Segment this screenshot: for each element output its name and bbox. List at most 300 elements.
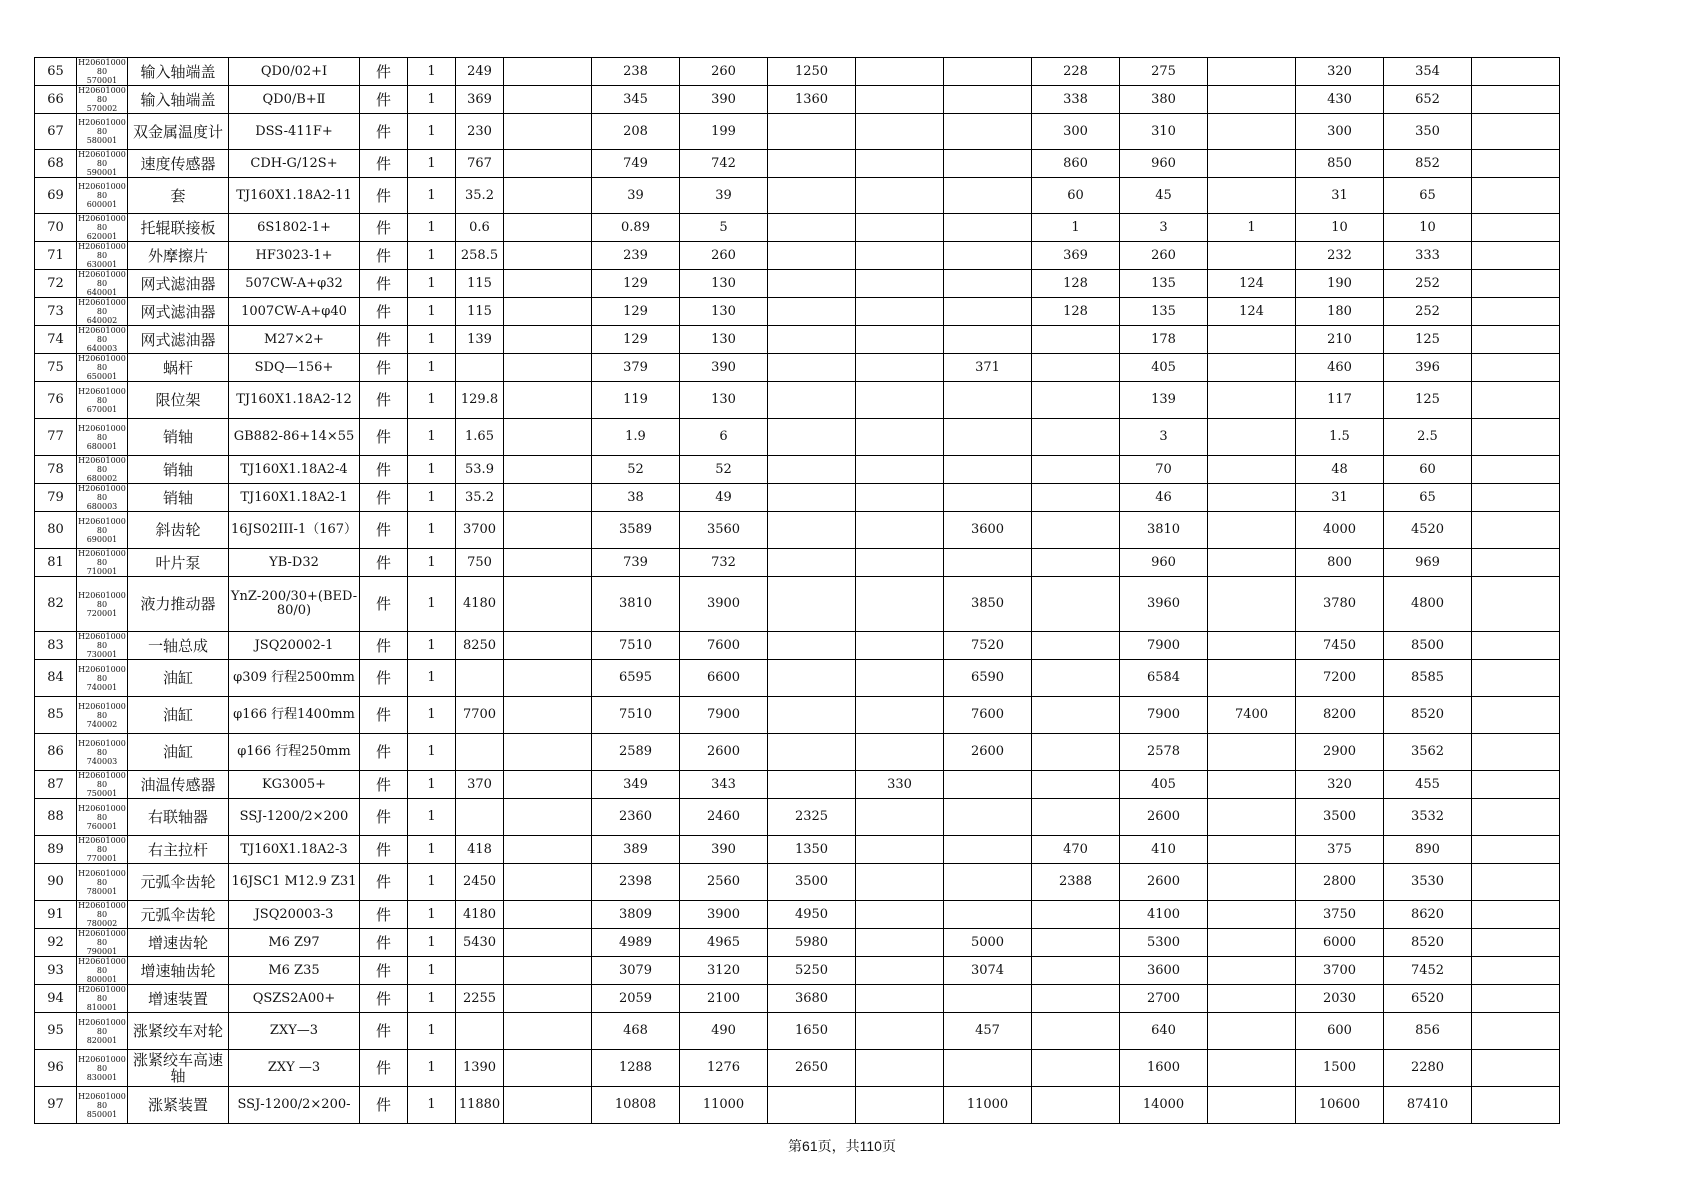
- price-cell: 4000: [1296, 512, 1384, 549]
- price-cell: [944, 1050, 1032, 1087]
- price-cell: [1208, 419, 1296, 456]
- price-cell: [1208, 985, 1296, 1013]
- table-row: [35, 632, 1648, 660]
- spec-cell: 507CW-A+φ32: [229, 270, 360, 298]
- part-name-cell: 网式滤油器: [128, 326, 229, 354]
- price-cell: [856, 864, 944, 901]
- price-cell: 260: [680, 242, 768, 270]
- unit-cell: 件: [360, 660, 408, 697]
- price-cell: [856, 985, 944, 1013]
- price-table: [34, 57, 1648, 1124]
- price-cell: [504, 382, 592, 419]
- part-name-cell: 销轴: [128, 456, 229, 484]
- price-cell: [768, 549, 856, 577]
- material-code-cell: [77, 512, 128, 549]
- material-code-part: H2060100080: [78, 771, 126, 789]
- price-cell: [856, 799, 944, 836]
- material-code-cell: [77, 985, 128, 1013]
- price-cell: 3500: [1296, 799, 1384, 836]
- price-cell: [944, 178, 1032, 214]
- price-cell: 1500: [1296, 1050, 1384, 1087]
- price-cell: [1032, 799, 1120, 836]
- part-name-cell: 增速装置: [128, 985, 229, 1013]
- price-cell: [504, 58, 592, 86]
- unit-cell: 件: [360, 1050, 408, 1087]
- price-cell: 2450: [456, 864, 504, 901]
- price-cell: [1472, 836, 1560, 864]
- price-cell: 119: [592, 382, 680, 419]
- material-code-cell: [77, 484, 128, 512]
- price-cell: 2360: [592, 799, 680, 836]
- material-code-cell: [77, 864, 128, 901]
- price-cell: [856, 242, 944, 270]
- price-cell: [504, 419, 592, 456]
- unit-cell: 件: [360, 419, 408, 456]
- material-code-part: 680002: [86, 474, 118, 483]
- price-cell: 6595: [592, 660, 680, 697]
- price-cell: [768, 242, 856, 270]
- price-cell: 48: [1296, 456, 1384, 484]
- material-code-part: 740001: [86, 682, 118, 692]
- price-cell: [856, 549, 944, 577]
- price-cell: [1032, 577, 1120, 632]
- price-cell: 178: [1120, 326, 1208, 354]
- price-cell: [768, 1087, 856, 1124]
- material-code-part: 630001: [86, 260, 118, 269]
- current-page-number: 61: [802, 1138, 818, 1154]
- price-cell: 333: [1384, 242, 1472, 270]
- price-cell: 800: [1296, 549, 1384, 577]
- price-cell: 3530: [1384, 864, 1472, 901]
- table-row: [35, 799, 1648, 836]
- material-code-part: 780001: [86, 886, 118, 896]
- price-cell: [1472, 298, 1560, 326]
- price-cell: [856, 957, 944, 985]
- price-cell: 3900: [680, 901, 768, 929]
- price-cell: [944, 771, 1032, 799]
- price-cell: 3589: [592, 512, 680, 549]
- material-code-part: H2060100080: [78, 985, 126, 1003]
- unit-cell: 件: [360, 697, 408, 734]
- price-cell: [768, 632, 856, 660]
- price-cell: 856: [1384, 1013, 1472, 1050]
- price-cell: 125: [1384, 326, 1472, 354]
- unit-cell: 件: [360, 214, 408, 242]
- table-row: [35, 836, 1648, 864]
- price-cell: [856, 697, 944, 734]
- table-row: [35, 660, 1648, 697]
- material-code-part: H2060100080: [78, 590, 126, 609]
- price-cell: 7700: [456, 697, 504, 734]
- row-number-cell: 84: [35, 660, 77, 697]
- price-cell: 130: [680, 270, 768, 298]
- material-code-part: H2060100080: [78, 456, 126, 474]
- unit-cell: 件: [360, 929, 408, 957]
- price-cell: 10: [1384, 214, 1472, 242]
- quantity-cell: 1: [408, 58, 456, 86]
- price-cell: [944, 419, 1032, 456]
- price-cell: [1032, 771, 1120, 799]
- price-cell: [504, 354, 592, 382]
- price-cell: [1472, 660, 1560, 697]
- price-cell: 852: [1384, 150, 1472, 178]
- price-cell: 252: [1384, 298, 1472, 326]
- price-cell: [1472, 114, 1560, 150]
- price-cell: 371: [944, 354, 1032, 382]
- quantity-cell: 1: [408, 734, 456, 771]
- unit-cell: 件: [360, 178, 408, 214]
- part-name-cell: 销轴: [128, 419, 229, 456]
- quantity-cell: 1: [408, 178, 456, 214]
- price-cell: [1472, 697, 1560, 734]
- spec-cell: JSQ20003-3: [229, 901, 360, 929]
- price-cell: 1650: [768, 1013, 856, 1050]
- price-cell: [1472, 382, 1560, 419]
- price-cell: 390: [680, 836, 768, 864]
- price-cell: [856, 214, 944, 242]
- quantity-cell: 1: [408, 150, 456, 178]
- price-cell: 2460: [680, 799, 768, 836]
- part-name-cell: 输入轴端盖: [128, 86, 229, 114]
- price-cell: [504, 957, 592, 985]
- price-cell: 70: [1120, 456, 1208, 484]
- price-cell: 53.9: [456, 456, 504, 484]
- material-code-part: H2060100080: [78, 150, 126, 168]
- price-cell: [1208, 178, 1296, 214]
- row-number-cell: 72: [35, 270, 77, 298]
- price-cell: 6: [680, 419, 768, 456]
- price-cell: [1208, 1013, 1296, 1050]
- material-code-part: 580001: [86, 136, 118, 145]
- quantity-cell: 1: [408, 326, 456, 354]
- price-cell: [1472, 734, 1560, 771]
- price-cell: [456, 660, 504, 697]
- unit-cell: 件: [360, 799, 408, 836]
- price-cell: [856, 58, 944, 86]
- price-cell: [944, 901, 1032, 929]
- price-cell: [944, 242, 1032, 270]
- part-name-cell: 元弧伞齿轮: [128, 901, 229, 929]
- price-cell: 8200: [1296, 697, 1384, 734]
- price-cell: 128: [1032, 298, 1120, 326]
- price-cell: 3809: [592, 901, 680, 929]
- price-cell: 7450: [1296, 632, 1384, 660]
- price-cell: [856, 1087, 944, 1124]
- part-name-cell: 网式滤油器: [128, 270, 229, 298]
- price-cell: [944, 864, 1032, 901]
- price-cell: 470: [1032, 836, 1120, 864]
- price-cell: 6584: [1120, 660, 1208, 697]
- table-row: [35, 114, 1648, 150]
- price-cell: 8500: [1384, 632, 1472, 660]
- material-code-part: H2060100080: [78, 58, 126, 76]
- price-cell: [856, 419, 944, 456]
- material-code-part: H2060100080: [78, 1091, 126, 1110]
- quantity-cell: 1: [408, 957, 456, 985]
- price-cell: 31: [1296, 178, 1384, 214]
- price-cell: [768, 114, 856, 150]
- price-cell: 430: [1296, 86, 1384, 114]
- price-cell: [504, 577, 592, 632]
- material-code-part: H2060100080: [78, 326, 126, 344]
- unit-cell: 件: [360, 242, 408, 270]
- spec-cell: 16JS02III-1（167）: [229, 512, 360, 549]
- table-row: [35, 354, 1648, 382]
- quantity-cell: 1: [408, 86, 456, 114]
- price-cell: 7510: [592, 632, 680, 660]
- price-cell: 65: [1384, 178, 1472, 214]
- price-cell: 410: [1120, 836, 1208, 864]
- table-body: [35, 58, 1648, 1124]
- price-cell: 65: [1384, 484, 1472, 512]
- material-code-cell: [77, 957, 128, 985]
- price-cell: 749: [592, 150, 680, 178]
- table-row: [35, 298, 1648, 326]
- material-code-part: 710001: [86, 567, 118, 576]
- price-cell: [504, 114, 592, 150]
- material-code-part: 780002: [86, 919, 118, 928]
- part-name-cell: 外摩擦片: [128, 242, 229, 270]
- price-cell: 4100: [1120, 901, 1208, 929]
- price-cell: 3600: [1120, 957, 1208, 985]
- unit-cell: 件: [360, 58, 408, 86]
- price-cell: 8520: [1384, 697, 1472, 734]
- price-cell: 3500: [768, 864, 856, 901]
- part-name-cell: 叶片泵: [128, 549, 229, 577]
- price-cell: 60: [1032, 178, 1120, 214]
- part-name-cell: 双金属温度计: [128, 114, 229, 150]
- price-cell: 39: [592, 178, 680, 214]
- price-cell: 5: [680, 214, 768, 242]
- price-cell: 35.2: [456, 178, 504, 214]
- price-cell: 652: [1384, 86, 1472, 114]
- price-cell: 1.9: [592, 419, 680, 456]
- material-code-cell: [77, 58, 128, 86]
- price-cell: 3750: [1296, 901, 1384, 929]
- price-cell: [1032, 1050, 1120, 1087]
- material-code-cell: [77, 86, 128, 114]
- material-code-cell: [77, 456, 128, 484]
- spec-cell: M6 Z97: [229, 929, 360, 957]
- price-cell: 180: [1296, 298, 1384, 326]
- material-code-part: H2060100080: [78, 929, 126, 947]
- spec-cell: YnZ-200/30+(BED-80/0): [229, 577, 360, 632]
- material-code-part: 600001: [86, 200, 118, 209]
- price-cell: 6590: [944, 660, 1032, 697]
- price-cell: [856, 484, 944, 512]
- table-row: [35, 456, 1648, 484]
- spec-cell: CDH-G/12S+: [229, 150, 360, 178]
- price-cell: [1208, 484, 1296, 512]
- page-footer: [0, 1136, 1684, 1156]
- price-cell: [1032, 929, 1120, 957]
- price-cell: [856, 270, 944, 298]
- unit-cell: 件: [360, 577, 408, 632]
- quantity-cell: 1: [408, 985, 456, 1013]
- part-name-cell: 油缸: [128, 734, 229, 771]
- price-cell: 960: [1120, 150, 1208, 178]
- table-row: [35, 929, 1648, 957]
- price-cell: [1032, 484, 1120, 512]
- price-cell: 8620: [1384, 901, 1472, 929]
- material-code-part: 760001: [86, 821, 118, 831]
- price-cell: [1472, 1087, 1560, 1124]
- material-code-part: 820001: [86, 1035, 118, 1045]
- quantity-cell: 1: [408, 836, 456, 864]
- price-cell: 3680: [768, 985, 856, 1013]
- price-cell: 3780: [1296, 577, 1384, 632]
- price-cell: 7200: [1296, 660, 1384, 697]
- spec-cell: M27×2+: [229, 326, 360, 354]
- price-cell: [1208, 632, 1296, 660]
- price-cell: [1208, 86, 1296, 114]
- table-row: [35, 214, 1648, 242]
- material-code-part: H2060100080: [78, 484, 126, 502]
- price-cell: 390: [680, 86, 768, 114]
- price-cell: 199: [680, 114, 768, 150]
- quantity-cell: 1: [408, 382, 456, 419]
- quantity-cell: 1: [408, 1087, 456, 1124]
- price-cell: 2398: [592, 864, 680, 901]
- price-cell: [1208, 577, 1296, 632]
- price-cell: [1208, 326, 1296, 354]
- price-cell: 2325: [768, 799, 856, 836]
- row-number-cell: 65: [35, 58, 77, 86]
- spec-cell: ZXY—3: [229, 1013, 360, 1050]
- spec-cell: QD0/B+Ⅱ: [229, 86, 360, 114]
- price-cell: [504, 985, 592, 1013]
- price-cell: 135: [1120, 298, 1208, 326]
- material-code-part: H2060100080: [78, 214, 126, 232]
- unit-cell: 件: [360, 836, 408, 864]
- row-number-cell: 94: [35, 985, 77, 1013]
- material-code-cell: [77, 1013, 128, 1050]
- spec-cell: QD0/02+Ⅰ: [229, 58, 360, 86]
- price-cell: 350: [1384, 114, 1472, 150]
- quantity-cell: 1: [408, 864, 456, 901]
- price-cell: [504, 929, 592, 957]
- price-cell: 60: [1384, 456, 1472, 484]
- row-number-cell: 69: [35, 178, 77, 214]
- price-cell: [856, 298, 944, 326]
- table-row: [35, 484, 1648, 512]
- price-cell: 320: [1296, 771, 1384, 799]
- part-name-cell: 涨紧绞车高速轴: [128, 1050, 229, 1087]
- price-cell: [504, 549, 592, 577]
- table-row: [35, 86, 1648, 114]
- row-number-cell: 86: [35, 734, 77, 771]
- unit-cell: 件: [360, 150, 408, 178]
- quantity-cell: 1: [408, 419, 456, 456]
- price-cell: 210: [1296, 326, 1384, 354]
- spec-cell: HF3023-1+: [229, 242, 360, 270]
- price-cell: 3: [1120, 214, 1208, 242]
- footer-suffix: 页: [881, 1139, 896, 1155]
- material-code-part: H2060100080: [78, 1017, 126, 1036]
- unit-cell: 件: [360, 270, 408, 298]
- price-cell: [856, 660, 944, 697]
- material-code-part: 650001: [86, 372, 118, 381]
- price-cell: [1472, 799, 1560, 836]
- price-cell: 275: [1120, 58, 1208, 86]
- price-cell: 2650: [768, 1050, 856, 1087]
- price-cell: 2800: [1296, 864, 1384, 901]
- price-cell: 640: [1120, 1013, 1208, 1050]
- price-cell: [1472, 864, 1560, 901]
- material-code-part: H2060100080: [78, 836, 126, 854]
- price-cell: [944, 58, 1032, 86]
- material-code-cell: [77, 214, 128, 242]
- price-cell: [1472, 577, 1560, 632]
- price-cell: [768, 419, 856, 456]
- unit-cell: 件: [360, 901, 408, 929]
- price-cell: [1472, 456, 1560, 484]
- price-cell: [944, 549, 1032, 577]
- price-cell: [456, 354, 504, 382]
- price-cell: 1600: [1120, 1050, 1208, 1087]
- price-cell: [856, 512, 944, 549]
- quantity-cell: 1: [408, 577, 456, 632]
- part-name-cell: 右主拉杆: [128, 836, 229, 864]
- quantity-cell: 1: [408, 298, 456, 326]
- price-cell: 2578: [1120, 734, 1208, 771]
- price-cell: 343: [680, 771, 768, 799]
- part-name-cell: 液力推动器: [128, 577, 229, 632]
- price-cell: [1208, 456, 1296, 484]
- quantity-cell: 1: [408, 901, 456, 929]
- price-cell: 52: [592, 456, 680, 484]
- price-cell: 117: [1296, 382, 1384, 419]
- price-cell: 258.5: [456, 242, 504, 270]
- spec-cell: KG3005+: [229, 771, 360, 799]
- part-name-cell: 增速轴齿轮: [128, 957, 229, 985]
- material-code-part: H2060100080: [78, 803, 126, 822]
- material-code-part: 690001: [86, 534, 118, 544]
- price-cell: 3079: [592, 957, 680, 985]
- price-cell: [504, 901, 592, 929]
- price-cell: 1350: [768, 836, 856, 864]
- price-cell: 4950: [768, 901, 856, 929]
- material-code-cell: [77, 382, 128, 419]
- price-cell: 130: [680, 326, 768, 354]
- price-cell: 2900: [1296, 734, 1384, 771]
- price-cell: [944, 114, 1032, 150]
- material-code-part: H2060100080: [78, 354, 126, 372]
- unit-cell: 件: [360, 354, 408, 382]
- price-cell: 7900: [680, 697, 768, 734]
- price-cell: [1208, 58, 1296, 86]
- price-cell: 3560: [680, 512, 768, 549]
- part-name-cell: 涨紧装置: [128, 1087, 229, 1124]
- price-cell: [1472, 214, 1560, 242]
- price-cell: [1208, 114, 1296, 150]
- price-cell: 370: [456, 771, 504, 799]
- material-code-part: H2060100080: [78, 298, 126, 316]
- price-cell: 380: [1120, 86, 1208, 114]
- price-cell: 5250: [768, 957, 856, 985]
- price-cell: [1208, 1050, 1296, 1087]
- material-code-cell: [77, 298, 128, 326]
- row-number-cell: 87: [35, 771, 77, 799]
- part-name-cell: 油缸: [128, 660, 229, 697]
- price-cell: [1208, 957, 1296, 985]
- price-cell: [944, 382, 1032, 419]
- material-code-cell: [77, 836, 128, 864]
- row-number-cell: 77: [35, 419, 77, 456]
- price-cell: 87410: [1384, 1087, 1472, 1124]
- price-cell: 3600: [944, 512, 1032, 549]
- price-cell: [1032, 734, 1120, 771]
